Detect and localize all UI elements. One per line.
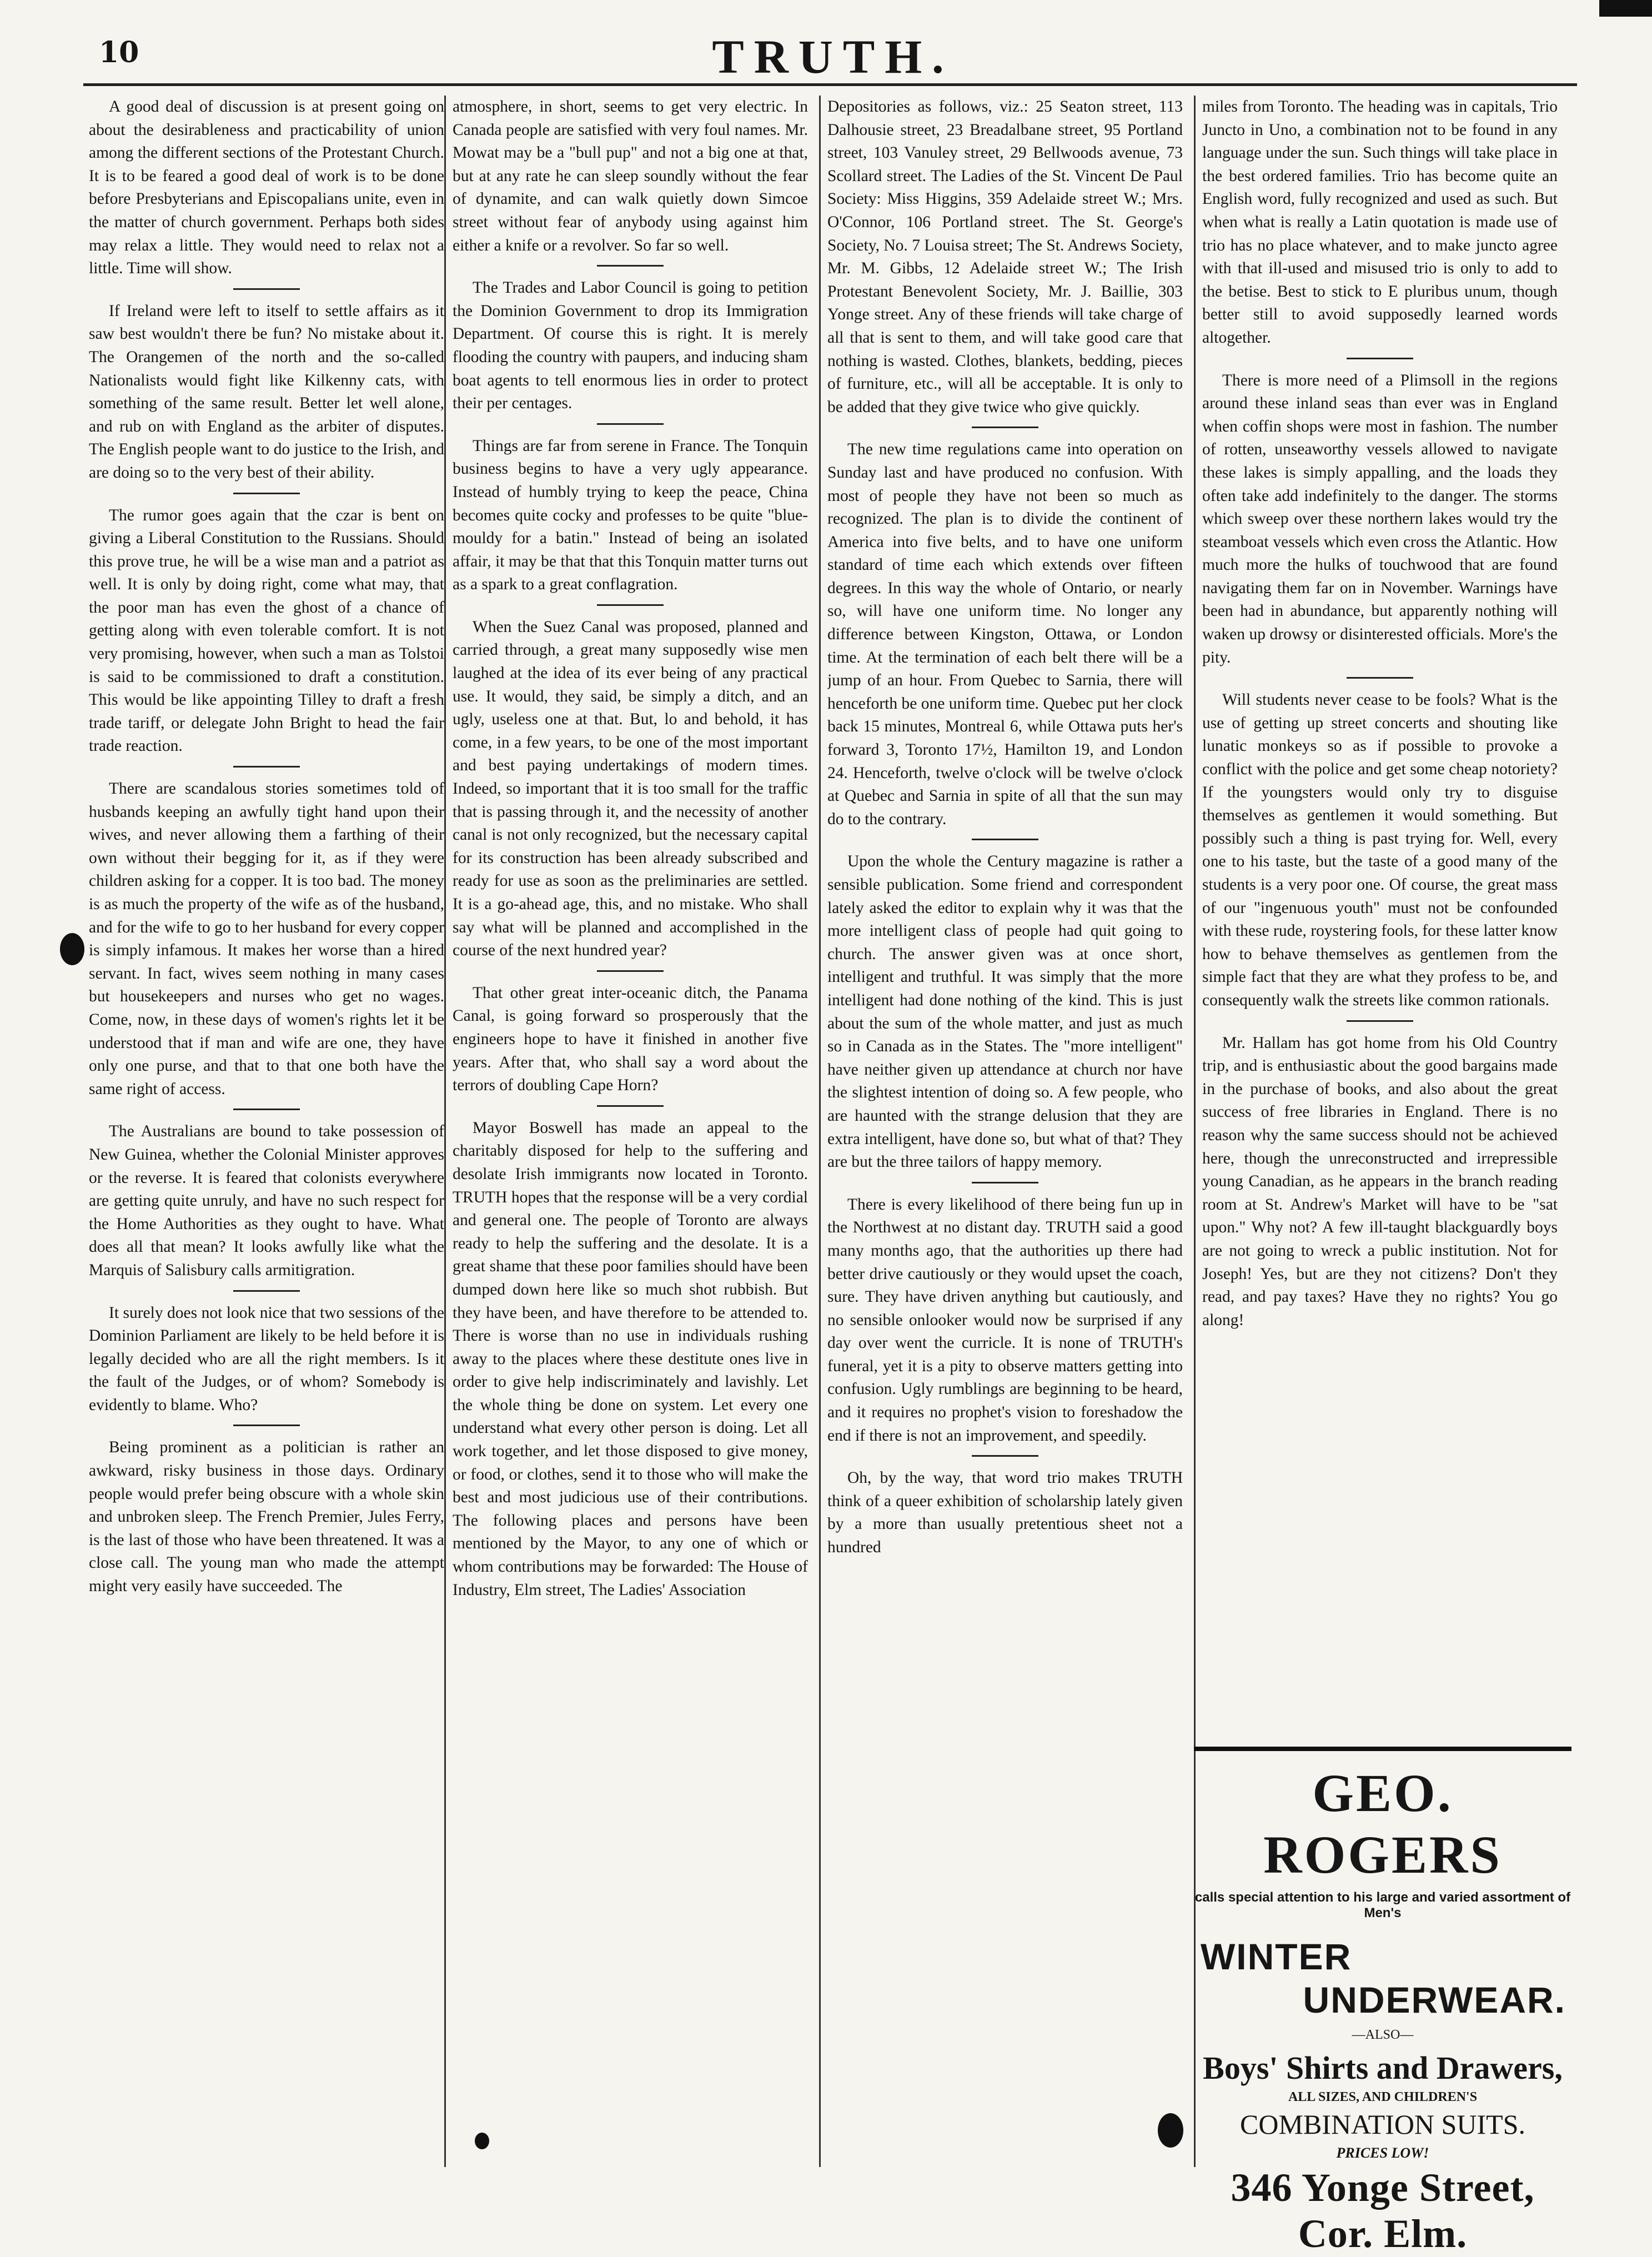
article-paragraph: The Trades and Labor Council is going to petition the Dominion Government to drop its Immigration Department. Of course this is right. It is merely flooding the country with paupers, and inducing sham boat agents to tell enormous lies in order to protect their per centages. — [453, 279, 808, 413]
ink-blot — [60, 933, 84, 965]
article-paragraph: There are scandalous stories sometimes told of husbands keeping an awfully tight hand upon their wives, and never allowing them a farthing of their own without their begging for it, as if they were children asking for a copper. It is too bad. The money is as much the property of the wife as of the husband, and for the wife to go to her husband for every copper is simply infamous. It makes her worse than a hired servant. In fact, wives seem nothing in many cases but housekeepers and nurses who get no wages. Come, now, in these days of women's rights let it be understood that if man and wife are one, they have only one purse, and that to that one both have the same right of access. — [89, 780, 444, 1098]
ink-blot — [1599, 0, 1652, 17]
masthead — [83, 24, 1583, 86]
article-paragraph: Mr. Hallam has got home from his Old Country trip, and is enthusiastic about the good bargains made in the purchase of books, and also about the great success of free libraries in England. There is no reason why the same success should not be achieved here, though the unreconstructed and irrepressible young Canadian, as he appears in the branch reading room at St. Andrew's Market will have to be "sat upon." Why not? A few ill-taught blackguardly boys are not going to wreck a public institution. Not for Joseph! Yes, but are they not citizens? Don't they read, and pay taxes? Have they no rights? You go along! — [1202, 1034, 1558, 1329]
article-paragraph: That other great inter-oceanic ditch, the Panama Canal, is going forward so prosperously that the engineers hope to have it finished in another five years. After that, who shall say a word about the terrors of doubling Cape Horn? — [453, 984, 808, 1095]
column-divider — [819, 96, 821, 2167]
article-paragraph: atmosphere, in short, seems to get very electric. In Canada people are satisfied with very foul names. Mr. Mowat may be a "bull pup" and not a big one at that, but at any rate he can sleep soundly without the fear of dynamite, and can walk quietly down Simcoe street without fear of anybody using against him either a knife or a revolver. So far so well. — [453, 98, 808, 254]
article-paragraph: When the Suez Canal was proposed, planned and carried through, a great many supposedly wise men laughed at the idea of its ever being of any practical use. It would, they said, be simply a ditch, and an ugly, useless one at that. But, lo and behold, it has come, in a few years, to be one of the most important and best paying undertakings of modern times. Indeed, so important that it is too small for the traffic that is passing through it, and the necessity of another canal is not only recognized, but the necessary capital for its construction has been already subscribed and ready for use as soon as the preliminaries are settled. It is a go-ahead age, this, and no mistake. Who shall say what will be planned and accomplished in the course of the next hundred year? — [453, 618, 808, 960]
column-3 — [827, 96, 1183, 2173]
article-paragraph: The Australians are bound to take possession of New Guinea, whether the Colonial Minister approves or the reverse. It is feared that colonists everywhere are getting quite unruly, and have no such respect for the Home Authorities as they ought to have. What does all that mean? It looks awfully like what the Marquis of Salisbury calls armitigration. — [89, 1122, 444, 1279]
article-paragraph: It surely does not look nice that two sessions of the Dominion Parliament are likely to be held before it is legally decided who are all the right members. Is it the fault of the Judges, or of whom? Somebody is evidently to blame. Who? — [89, 1303, 444, 1414]
article-separator — [233, 766, 300, 768]
ad-brand: GEO. ROGERS — [1263, 1763, 1502, 1884]
column-2 — [453, 96, 808, 2173]
article-paragraph: The rumor goes again that the czar is bent on giving a Liberal Constitution to the Russians. Should this prove true, he will be a wise man and a patriot as well. It is only by doing right, come what may, that the poor man has even the ghost of a chance of getting along with even tolerable comfort. It is not very promising, however, when such a man as Tolstoi is said to be commissioned to draft a constitution. This would be like appointing Tilley to draft a fresh trade tariff, or delegate John Bright to head the fair trade reaction. — [89, 506, 444, 755]
ad-underwear: UNDERWEAR. — [1303, 1979, 1566, 2020]
article-paragraph: Depositories as follows, viz.: 25 Seaton street, 113 Dalhousie street, 23 Breadalbane street, 95 Portland street, 103 Vanuley street, 29 Bellwoods avenue, 73 Scollard street. The Ladies of the St. Vincent De Paul Society: Miss Higgins, 359 Adelaide street W.; Mrs. O'Connor, 106 Portland street. The St. George's Society, No. 7 Louisa street; The St. Andrews Society, Mr. M. Gibbs, 12 Adelaide street W.; The Irish Protestant Benevolent Society, Mr. J. Baillie, 303 Yonge street. Any of these friends will take charge of all that is sent to them, and will take good care that nothing is wasted. Clothes, blankets, bedding, pieces of furniture, etc., will all be acceptable. It is only to be added that they give twice who give quickly. — [827, 98, 1183, 416]
masthead-rule — [83, 83, 1577, 86]
page-number: 10 — [99, 36, 139, 69]
article-paragraph: The new time regulations came into operation on Sunday last and have produced no confusion. With most of people they have not been so much as recognized. The plan is to divide the continent of America into five belts, and to have one uniform standard of time each which extends over fifteen degrees. In this way the whole of Ontario, or nearly so, will have one uniform time. No longer any difference between Kingston, Ottawa, or London time. At the termination of each belt there will be a jump of an hour. From Quebec to Sarnia, there will henceforth be one uniform time. Quebec put her clock back 15 minutes, Montreal 6, while Ottawa puts her's forward 3, Toronto 17½, Hamilton 19, and London 24. Henceforth, twelve o'clock will be twelve o'clock at Quebec and Sarnia in spite of all that the sun may do to the contrary. — [827, 440, 1183, 828]
article-paragraph: Upon the whole the Century magazine is rather a sensible publication. Some friend and correspondent lately asked the editor to explain why it was that the more intelligent class of people had quit going to church. The answer given was at once short, intelligent and truthful. It was simply that the more intelligent had done nothing of the kind. This is just about the sum of the whole matter, and just as much so in Canada as in the States. The "more intelligent" have neither given up attendance at church nor have the slightest intention of doing so. A few people, who are haunted with the strange delusion that they are extra intelligent, have done so, but what of that? They are but the three tailors of happy memory. — [827, 852, 1183, 1171]
article-separator — [972, 427, 1038, 428]
article-paragraph: Oh, by the way, that word trio makes TRUTH think of a queer exhibition of scholarship lately given by a more than usually pretentious sheet not a hundred — [827, 1469, 1183, 1557]
article-paragraph: If Ireland were left to itself to settle affairs as it saw best wouldn't there be fun? No mistake about it. The Orangemen of the north and the so-called Nationalists would fight like Kilkenny cats, with something of the same result. Better let well alone, and rub on with England as the arbiter of disputes. The English people want to do justice to the Irish, and are doing so to the very best of their ability. — [89, 302, 444, 482]
article-separator — [972, 1455, 1038, 1457]
article-paragraph: Things are far from serene in France. The Tonquin business begins to have a very ugly appearance. Instead of humbly trying to keep the peace, China becomes quite cocky and professes to be quite "blue-mouldy for a batin." Instead of being an isolated affair, it may be that that this Tonquin matter turns out as a spark to a great conflagration. — [453, 437, 808, 594]
article-separator — [1347, 1020, 1413, 1022]
article-separator — [597, 1105, 664, 1107]
ad-combination-suits: COMBINATION SUITS. — [1240, 2109, 1525, 2140]
ad-also: —ALSO— — [1352, 2028, 1414, 2042]
article-separator — [233, 1290, 300, 1292]
article-separator — [972, 1182, 1038, 1183]
ad-prices: PRICES LOW! — [1336, 2145, 1429, 2161]
article-separator — [597, 423, 664, 425]
article-separator — [972, 839, 1038, 840]
ad-address: 346 Yonge Street, Cor. Elm. — [1231, 2165, 1535, 2256]
article-paragraph: Will students never cease to be fools? What is the use of getting up street concerts and shouting like lunatic monkeys so as if possible to provoke a conflict with the police and get some cheap notoriety? If the youngsters would only try to disguise themselves as gentlemen it would something. But possibly such a thing is past trying for. Well, every one to his taste, but the taste of a good many of the students is a very poor one. Of course, the great mass of our "ingenuous youth" must not be confounded with these rude, roystering fools, for these latter know how to behave themselves as gentlemen from the simple fact that they are what they profess to be, and consequently walk the streets like common rationals. — [1202, 691, 1558, 1009]
ad-boys-shirts: Boys' Shirts and Drawers, — [1203, 2050, 1563, 2086]
column-divider — [444, 96, 446, 2167]
article-paragraph: miles from Toronto. The heading was in capitals, Trio Juncto in Uno, a combination not to be found in any language under the sun. Such things will take place in the best ordered families. Trio has become quite an English word, fully recognized and used as such. But when what is really a Latin quotation is made use of trio has no place whatever, and to make juncto agree with that ill-used and misused trio is only to add to the betise. Best to stick to E pluribus unum, though better still to avoid supposedly learned words altogether. — [1202, 98, 1558, 347]
newspaper-title: TRUTH. — [712, 30, 954, 83]
column-4 — [1202, 96, 1558, 1739]
ad-tagline: calls special attention to his large and varied assortment of Men's — [1194, 1890, 1571, 1920]
ad-sizes: ALL SIZES, AND CHILDREN'S — [1288, 2090, 1478, 2104]
article-separator — [1347, 677, 1413, 679]
article-separator — [233, 1109, 300, 1110]
ink-blot — [475, 2133, 489, 2149]
ad-winter: WINTER — [1201, 1936, 1352, 1977]
article-separator — [233, 1425, 300, 1426]
ink-blot — [1158, 2113, 1183, 2148]
article-paragraph: There is every likelihood of there being fun up in the Northwest at no distant day. TRUTH said a good many months ago, that the authorities up there had better drive cautiously or they would upset the coach, sure. They have driven anything but cautiously, and no sensible onlooker would now be surprised if any day over went the curricle. It is none of TRUTH's funeral, yet it is a pity to observe matters getting into confusion. Ugly rumblings are beginning to be heard, and it requires no prophet's vision to foreshadow the end if there is not an improvement, and speedily. — [827, 1195, 1183, 1445]
article-separator — [233, 493, 300, 494]
article-separator — [597, 265, 664, 267]
article-separator — [1347, 358, 1413, 359]
article-paragraph: There is more need of a Plimsoll in the regions around these inland seas than ever was in England when coffin shops were most in fashion. The number of rotten, unseaworthy vessels allowed to navigate these lakes is simply appalling, and the loads they often take add indefinitely to the danger. The storms which sweep over these northern lakes would try the steamboat vessels which even cross the Atlantic. How much more the hulks of touchwood that are found navigating them far on in November. Warnings have been had in abundance, but apparently nothing will waken up drowsy or disinterested officials. More's the pity. — [1202, 371, 1558, 666]
article-paragraph: A good deal of discussion is at present going on about the desirableness and practicability of union among the different sections of the Protestant Church. It is to be feared a good deal of work is to be done before Presbyterians and Episcopalians unite, even in the matter of church government. Perhaps both sides may relax a little. They would need to relax not a little. Time will show. — [89, 98, 444, 278]
article-paragraph: Mayor Boswell has made an appeal to the charitably disposed for help to the suffering and desolate Irish immigrants now located in Toronto. TRUTH hopes that the response will be a very cordial and general one. The people of Toronto are always ready to help the suffering and the desolate. It is a great shame that these poor families should have been dumped down here like so much shot rubbish. But they have been, and have therefore to be attended to. There is worse than no use in individuals rushing away to the places where these destitute ones live in order to give help indiscriminately and lavishly. Let the whole thing be done on system. Let every one understand what every other person is doing. Let all work together, and let those disposed to give money, or food, or clothes, send it to those who will make the best and most judicious use of their contributions. The following places and persons have been mentioned by the Mayor, to any one of which or whom contributions may be forwarded: The House of Industry, Elm street, The Ladies' Association — [453, 1119, 808, 1599]
geo-rogers-advertisement — [1194, 1747, 1571, 2256]
article-separator — [597, 604, 664, 606]
article-paragraph: Being prominent as a politician is rather an awkward, risky business in those days. Ordinary people would prefer being obscure with a whole skin and unbroken sleep. The French Premier, Jules Ferry, is the last of those who have been threatened. It was a close call. The young man who made the attempt might very easily have succeeded. The — [89, 1438, 444, 1596]
article-separator — [233, 288, 300, 290]
article-separator — [597, 970, 664, 972]
column-1 — [89, 96, 444, 2173]
